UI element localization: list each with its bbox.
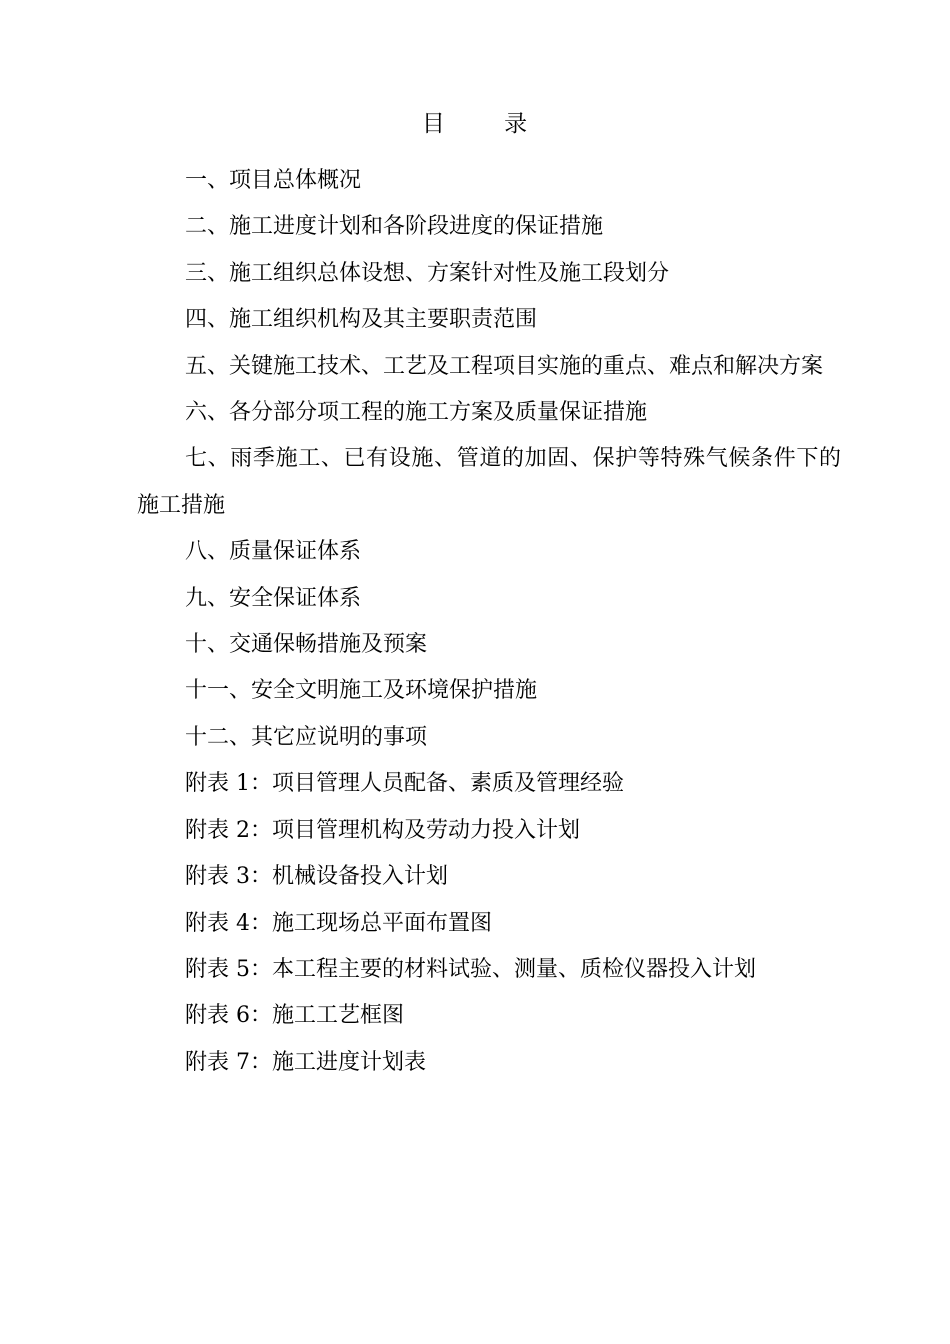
toc-entry-6: 六、各分部分项工程的施工方案及质量保证措施 [185,400,648,426]
toc-entry-7: 七、雨季施工、已有设施、管道的加固、保护等特殊气候条件下的施工措施 [137,446,841,518]
toc-appendix-6: 附表 6：施工工艺框图 [185,1003,404,1029]
toc-entry-5: 五、关键施工技术、工艺及工程项目实施的重点、难点和解决方案 [185,353,824,379]
toc-entry-3: 三、施工组织总体设想、方案针对性及施工段划分 [185,260,670,286]
toc-entry-1: 一、项目总体概况 [185,168,362,193]
toc-appendix-5: 附表 5：本工程主要的材料试验、测量、质检仪器投入计划 [185,956,756,982]
toc-list [137,158,841,1086]
toc-entry-12: 十二、其它应说明的事项 [185,724,428,750]
toc-entry-10: 十、交通保畅措施及预案 [185,632,428,658]
toc-entry-2: 二、施工进度计划和各阶段进度的保证措施 [185,214,604,240]
toc-appendix-2: 附表 2：项目管理机构及劳动力投入计划 [185,817,580,843]
toc-entry-8: 八、质量保证体系 [185,539,362,565]
toc-title: 目 录 [421,111,554,137]
toc-entry-4: 四、施工组织机构及其主要职责范围 [185,307,538,333]
toc-appendix-7: 附表 7：施工进度计划表 [185,1049,426,1075]
toc-entry-11: 十一、安全文明施工及环境保护措施 [185,678,538,704]
toc-entry-9: 九、安全保证体系 [185,585,362,611]
toc-appendix-4: 附表 4：施工现场总平面布置图 [185,910,492,936]
toc-appendix-1: 附表 1：项目管理人员配备、素质及管理经验 [185,771,624,797]
toc-appendix-3: 附表 3：机械设备投入计划 [185,864,448,890]
